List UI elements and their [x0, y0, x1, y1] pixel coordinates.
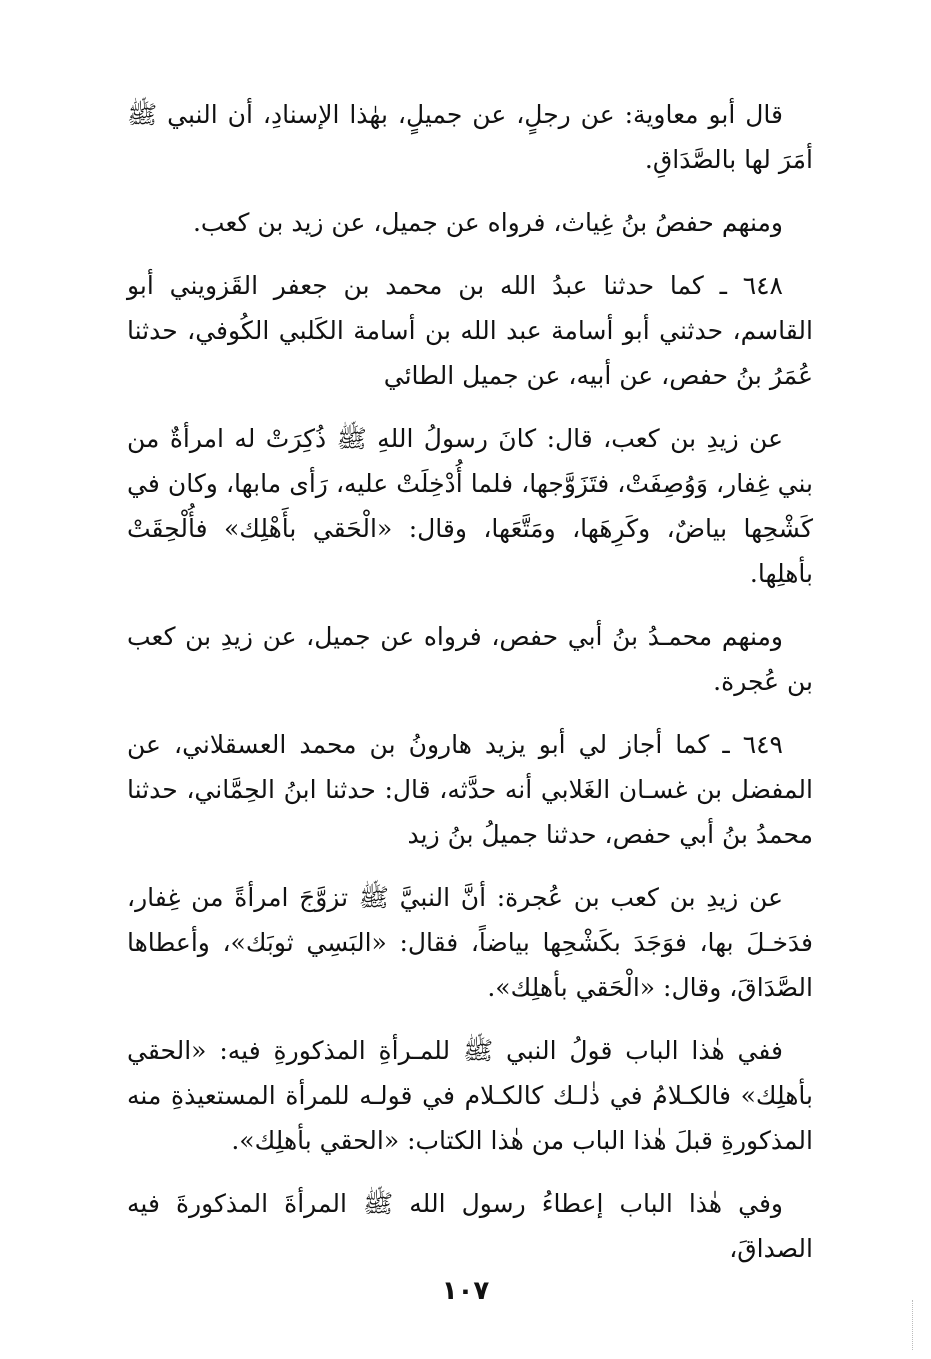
paragraph-5: ومنهم محمـدُ بنُ أبي حفص، فرواه عن جميل، عن زيدِ بن كعب بن عُجرة. — [127, 622, 813, 696]
paragraph-hadith-648-isnad: ٦٤٨ ـ كما حدثنا عبدُ الله بن محمد بن جعفر القَزويني أبو القاسم، حدثني أبو أسامة عبد الله بن أسامة الكَلبي الكُوفي، حدثنا عُمَرُ بنُ حفص، عن أبيه، عن جميل الطائي — [127, 271, 813, 390]
paragraph-commentary-2: وفي هٰذا الباب إعطاءُ رسول الله ﷺ المرأةَ المذكورةَ فيه الصداقَ، — [127, 1189, 813, 1263]
paragraph-commentary-1: ففي هٰذا الباب قولُ النبي ﷺ للمـرأةِ المذكورةِ فيه: «الحقي بأهلِك» فالكـلامُ في ذٰلـك كالكـلام في قولـه للمرأة المستعيذةِ منه المذكورةِ قبلَ هٰذا الباب من هٰذا الكتاب: «الحقي بأهلِك». — [127, 1036, 813, 1155]
page-edge-dots — [910, 1300, 913, 1350]
paragraph-hadith-648-matn: عن زيدِ بن كعب، قال: كانَ رسولُ اللهِ ﷺ ذُكِرَتْ له امرأةٌ من بني غِفار، وَوُصِفَتْ، فتَزَوَّجها، فلما أُدْخِلَتْ عليه، رَأى مابها، وكان في كَشْحِها بياضٌ، وكَرِهَها، ومَتَّعَها، وقال: «الْحَقي بأَهْلِك» فأُلْحِقَتْ بأهلِها. — [127, 424, 813, 588]
paragraph-1: قال أبو معاوية: عن رجلٍ، عن جميلٍ، بهٰذا الإسنادِ، أن النبي ﷺ أمَرَ لها بالصَّدَاقِ. — [127, 100, 813, 174]
paragraph-hadith-649-isnad: ٦٤٩ ـ كما أجاز لي أبو يزيد هارونُ بن محمد العسقلاني، عن المفضل بن غسـان الغَلابي أنه حدَّثه، قال: حدثنا ابنُ الحِمَّاني، حدثنا محمدُ بنُ أبي حفص، حدثنا جميلُ بنُ زيد — [127, 730, 813, 849]
paragraph-2: ومنهم حفصُ بنُ غِياث، فرواه عن جميل، عن زيد بن كعب. — [192, 208, 783, 237]
page-number: ١٠٧ — [441, 1276, 490, 1306]
paragraph-hadith-649-matn: عن زيدِ بن كعب بن عُجرة: أنَّ النبيَّ ﷺ تزوَّجَ امرأةً من غِفار، فدَخـلَ بها، فوَجَدَ بكَشْحِها بياضاً، فقال: «البَسِي ثوبَك»، وأعطاها الصَّدَاقَ، وقال: «الْحَقي بأهلِك». — [127, 883, 813, 1002]
body-text — [127, 92, 813, 1289]
